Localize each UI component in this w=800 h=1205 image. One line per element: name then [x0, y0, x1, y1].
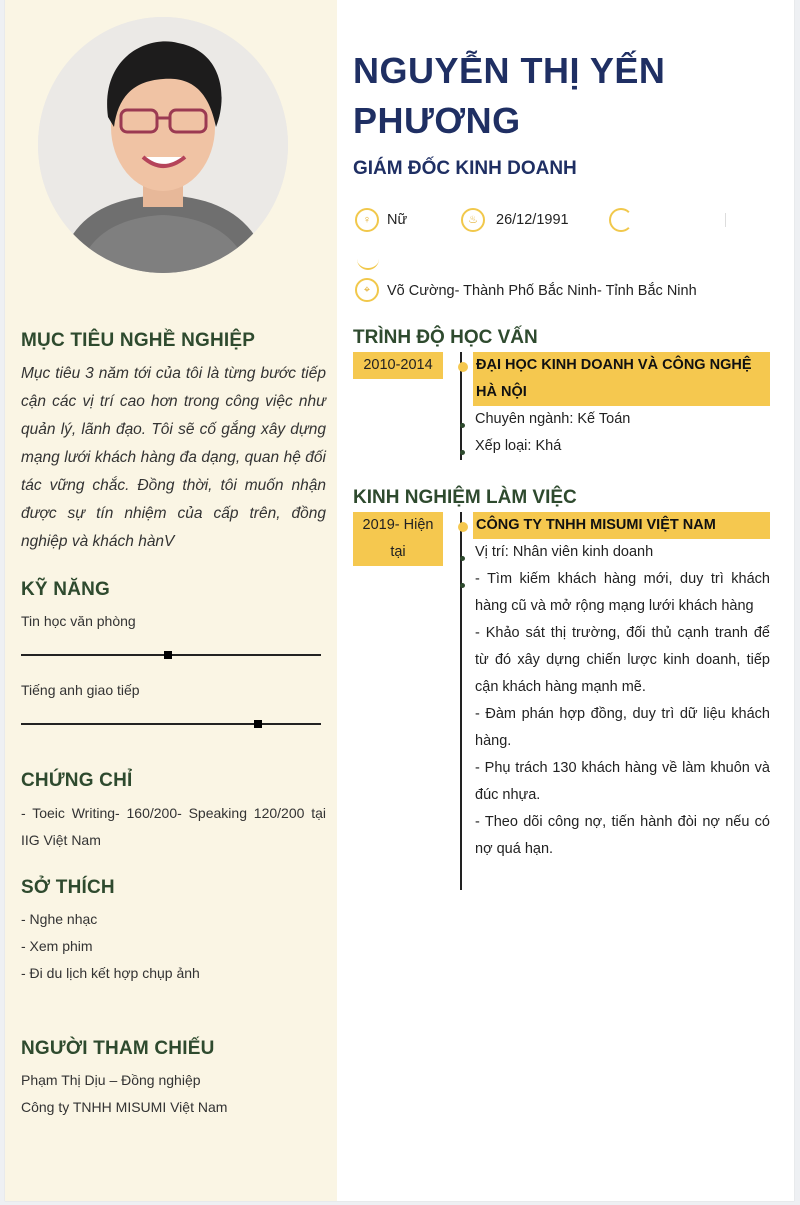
bullet-dot [460, 556, 465, 561]
portrait-illustration [38, 17, 288, 273]
experience-heading: KINH NGHIỆM LÀM VIỆC [353, 487, 577, 508]
birthday-cake-icon: ♨ [461, 208, 485, 232]
education-rank: Xếp loại: Khá [475, 438, 562, 454]
divider [725, 213, 726, 227]
skill-label: Tin học văn phòng [21, 613, 136, 629]
job-duty: - Theo dõi công nợ, tiến hành đòi nợ nếu có nợ quá hạn. [475, 814, 770, 857]
full-name: NGUYỄN THỊ YẾN PHƯƠNG [353, 50, 666, 141]
job-duty: - Đàm phán hợp đồng, duy trì dữ liệu khách hàng. [475, 706, 770, 749]
certificates-text: - Toeic Writing- 160/200- Speaking 120/200 tại IIG Việt Nam [21, 805, 326, 848]
skill-level-marker [254, 720, 262, 728]
cv-page [5, 0, 794, 1201]
job-title: GIÁM ĐỐC KINH DOANH [353, 158, 577, 179]
timeline-line [460, 512, 462, 890]
bullet-dot [460, 450, 465, 455]
job-position: Vị trí: Nhân viên kinh doanh [475, 544, 654, 560]
reference-line: Công ty TNHH MISUMI Việt Nam [21, 1099, 228, 1115]
hobbies-heading: SỞ THÍCH [21, 877, 115, 898]
job-duty: - Phụ trách 130 khách hàng về làm khuôn và đúc nhựa. [475, 760, 770, 803]
gender-value: Nữ [387, 212, 408, 228]
address-value: Võ Cường- Thành Phố Bắc Ninh- Tỉnh Bắc Ninh [387, 283, 697, 299]
skill-label: Tiếng anh giao tiếp [21, 682, 140, 698]
phone-icon [609, 208, 633, 232]
profile-photo [38, 17, 288, 273]
hobby-item: - Đi du lịch kết hợp chụp ảnh [21, 965, 200, 981]
reference-line: Phạm Thị Dịu – Đồng nghiệp [21, 1072, 201, 1088]
objective-text: Mục tiêu 3 năm tới của tôi là từng bước tiếp cận các vị trí cao hơn trong công việc như quản lý, lãnh đạo. Tôi sẽ cố gắng xây dựng mạng lưới khách hàng đa dạng, quan hệ đối tác vững chắc. Đồng thời, tôi muốn nhận được sự tín nhiệm của cấp trên, đồng nghiệp và khách hànV [21, 365, 326, 550]
sidebar [5, 0, 337, 1201]
school-name: ĐẠI HỌC KINH DOANH VÀ CÔNG NGHỆ HÀ NỘI [473, 352, 770, 406]
skill-bar [21, 723, 321, 725]
job-duty: - Tìm kiếm khách hàng mới, duy trì khách hàng cũ và mở rộng mạng lưới khách hàng [475, 571, 770, 614]
skill-level-marker [164, 651, 172, 659]
gender-icon: ♀ [355, 208, 379, 232]
bullet-dot [460, 583, 465, 588]
objective-heading: MỤC TIÊU NGHỀ NGHIỆP [21, 330, 256, 351]
education-major: Chuyên ngành: Kế Toán [475, 411, 631, 427]
timeline-dot [458, 362, 468, 372]
timeline-dot [458, 522, 468, 532]
job-duty: - Khảo sát thị trường, đối thủ cạnh tranh để từ đó xây dựng chiến lược kinh doanh, tiếp cận khách hàng mạnh mẽ. [475, 625, 770, 695]
experience-period: 2019- Hiện tại [353, 512, 443, 566]
location-icon: ⌖ [355, 278, 379, 302]
certificates-heading: CHỨNG CHỈ [21, 770, 133, 791]
reference-heading: NGƯỜI THAM CHIẾU [21, 1038, 215, 1059]
bullet-dot [460, 423, 465, 428]
email-icon [357, 252, 379, 270]
company-name: CÔNG TY TNHH MISUMI VIỆT NAM [473, 512, 770, 539]
education-heading: TRÌNH ĐỘ HỌC VẤN [353, 327, 538, 348]
hobby-item: - Nghe nhạc [21, 911, 98, 927]
dob-value: 26/12/1991 [496, 212, 569, 228]
skills-heading: KỸ NĂNG [21, 579, 111, 600]
education-period: 2010-2014 [353, 352, 443, 379]
hobby-item: - Xem phim [21, 938, 93, 954]
